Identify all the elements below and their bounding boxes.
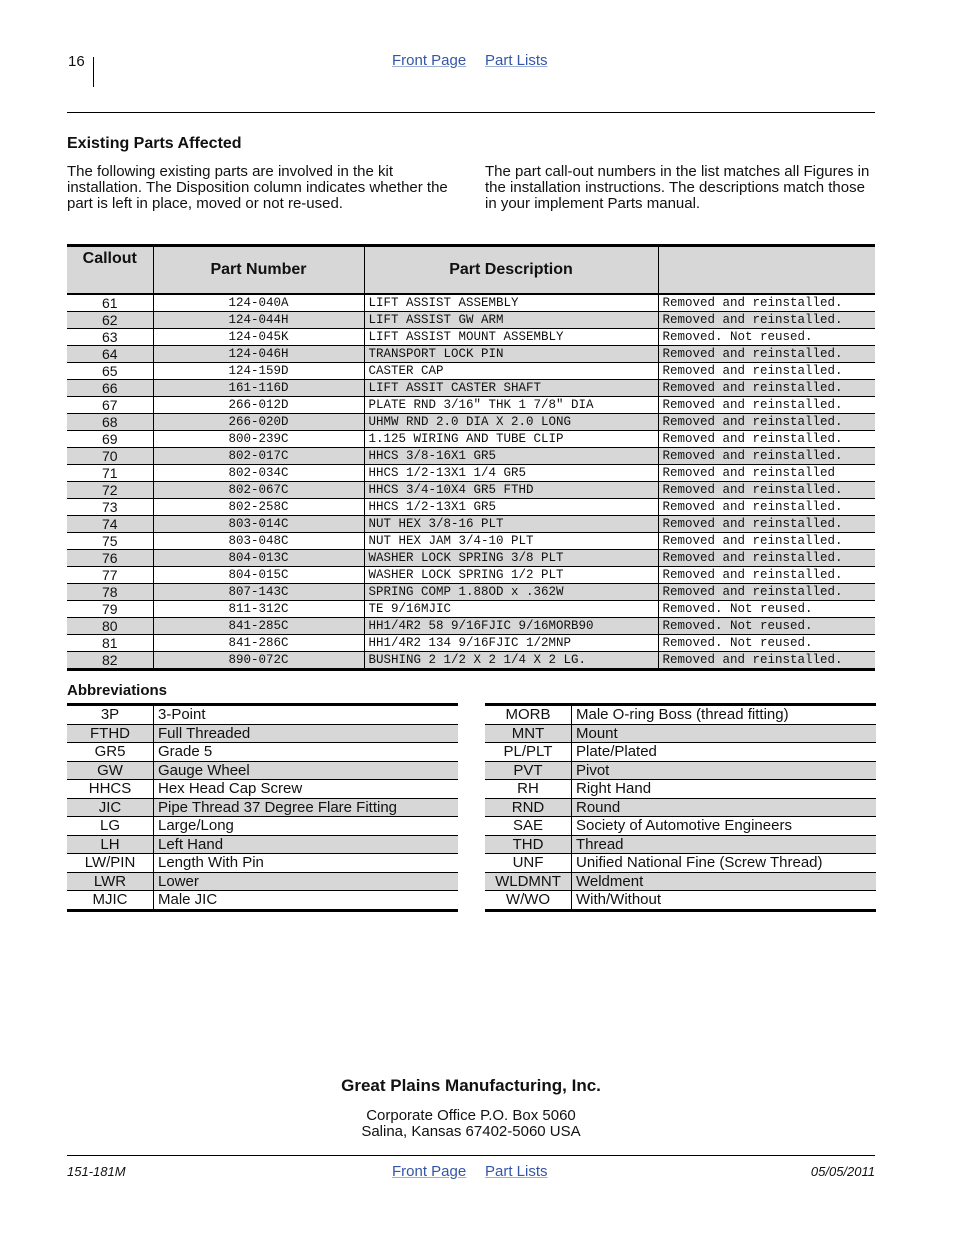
abbreviation-meaning: Grade 5 [154, 743, 459, 762]
table-row [67, 380, 875, 397]
callout-cell: 67 [67, 397, 153, 414]
address-line-2: Salina, Kansas 67402-5060 USA [361, 1123, 581, 1140]
abbreviation-code: 3P [67, 705, 154, 725]
callout-cell: 74 [67, 516, 153, 533]
callout-cell: 76 [67, 550, 153, 567]
callout-cell: 75 [67, 533, 153, 550]
disposition-cell: Removed. Not reused. [658, 618, 875, 635]
part-description-cell: TRANSPORT LOCK PIN [364, 346, 658, 363]
part-number-cell: 804-015C [153, 567, 364, 584]
part-number-cell: 802-067C [153, 482, 364, 499]
intro-left: The following existing parts are involved in the kit installation. The Disposition column indicates whether the part is left in place, moved or not re-used. [67, 163, 448, 212]
table-row [67, 601, 875, 618]
part-number-cell: 124-040A [153, 294, 364, 312]
callout-cell: 77 [67, 567, 153, 584]
abbreviation-row [67, 854, 458, 873]
callout-cell: 65 [67, 363, 153, 380]
abbreviation-row [67, 891, 458, 911]
part-number-cell: 890-072C [153, 652, 364, 670]
disposition-cell: Removed and reinstalled. [658, 499, 875, 516]
abbreviation-row [67, 872, 458, 891]
callout-cell: 81 [67, 635, 153, 652]
abbreviation-row [485, 705, 876, 725]
abbreviation-row [485, 817, 876, 836]
callout-cell: 64 [67, 346, 153, 363]
part-description-cell: HHCS 3/4-10X4 GR5 FTHD [364, 482, 658, 499]
abbreviation-code: W/WO [485, 891, 572, 911]
callout-cell: 69 [67, 431, 153, 448]
disposition-cell: Removed. Not reused. [658, 329, 875, 346]
abbreviation-meaning: Weldment [572, 872, 877, 891]
table-row [67, 516, 875, 533]
abbreviation-code: FTHD [67, 724, 154, 743]
intro-right: The part call-out numbers in the list matches all Figures in the installation instructions. The descriptions match those in your implement Parts manual. [485, 163, 870, 212]
footer-front-page-link[interactable]: Front Page [392, 1163, 467, 1180]
abbreviations-table-right [485, 703, 876, 912]
disposition-cell: Removed. Not reused. [658, 635, 875, 652]
abbreviation-meaning: 3-Point [154, 705, 459, 725]
abbreviation-row [67, 798, 458, 817]
part-description-cell: HHCS 1/2-13X1 1/4 GR5 [364, 465, 658, 482]
part-description-cell: BUSHING 2 1/2 X 2 1/4 X 2 LG. [364, 652, 658, 670]
abbreviations-title: Abbreviations [67, 682, 168, 699]
abbreviation-code: LG [67, 817, 154, 836]
part-description-cell: LIFT ASSIT CASTER SHAFT [364, 380, 658, 397]
abbreviation-code: SAE [485, 817, 572, 836]
table-row [67, 329, 875, 346]
disposition-cell: Removed and reinstalled. [658, 414, 875, 431]
abbreviation-row [67, 743, 458, 762]
part-description-cell: LIFT ASSIST GW ARM [364, 312, 658, 329]
abbreviation-code: HHCS [67, 780, 154, 799]
part-number-cell: 841-286C [153, 635, 364, 652]
abbreviation-row [67, 724, 458, 743]
disposition-cell: Removed and reinstalled. [658, 363, 875, 380]
col-disposition [658, 246, 875, 295]
disposition-cell: Removed. Not reused. [658, 601, 875, 618]
abbreviation-meaning: Full Threaded [154, 724, 459, 743]
abbreviation-row [67, 705, 458, 725]
abbreviation-meaning: Unified National Fine (Screw Thread) [572, 854, 877, 873]
part-number-cell: 124-046H [153, 346, 364, 363]
abbreviation-row [485, 780, 876, 799]
callout-cell: 71 [67, 465, 153, 482]
part-number-cell: 161-116D [153, 380, 364, 397]
header-divider [93, 57, 94, 87]
document-date: 05/05/2011 [810, 1164, 875, 1179]
abbreviation-meaning: Large/Long [154, 817, 459, 836]
disposition-cell: Removed and reinstalled. [658, 431, 875, 448]
table-row [67, 431, 875, 448]
abbreviation-meaning: Length With Pin [154, 854, 459, 873]
part-description-cell: NUT HEX 3/8-16 PLT [364, 516, 658, 533]
abbreviation-meaning: Mount [572, 724, 877, 743]
footer-part-lists-link[interactable]: Part Lists [485, 1163, 548, 1180]
abbreviation-code: PL/PLT [485, 743, 572, 762]
document-number: 151-181M [67, 1164, 126, 1179]
part-number-cell: 841-285C [153, 618, 364, 635]
abbreviation-row [485, 891, 876, 911]
table-row [67, 584, 875, 601]
abbreviation-meaning: Society of Automotive Engineers [572, 817, 877, 836]
part-description-cell: HH1/4R2 134 9/16FJIC 1/2MNP [364, 635, 658, 652]
page-number: 16 [68, 53, 85, 70]
table-row [67, 312, 875, 329]
abbreviation-meaning: Hex Head Cap Screw [154, 780, 459, 799]
part-number-cell: 803-048C [153, 533, 364, 550]
parts-table-header [67, 246, 875, 295]
abbreviations-table-left [67, 703, 458, 912]
disposition-cell: Removed and reinstalled. [658, 567, 875, 584]
callout-cell: 73 [67, 499, 153, 516]
disposition-cell: Removed and reinstalled. [658, 482, 875, 499]
col-callout: Callout [67, 246, 153, 295]
part-description-cell: SPRING COMP 1.88OD x .362W [364, 584, 658, 601]
callout-cell: 72 [67, 482, 153, 499]
abbreviation-meaning: Gauge Wheel [154, 761, 459, 780]
table-row [67, 652, 875, 670]
part-description-cell: PLATE RND 3/16" THK 1 7/8" DIA [364, 397, 658, 414]
part-number-cell: 807-143C [153, 584, 364, 601]
callout-cell: 61 [67, 294, 153, 312]
parts-table [67, 244, 875, 671]
part-description-cell: HHCS 3/8-16X1 GR5 [364, 448, 658, 465]
abbreviation-meaning: Pivot [572, 761, 877, 780]
disposition-cell: Removed and reinstalled. [658, 652, 875, 670]
abbreviation-meaning: Right Hand [572, 780, 877, 799]
part-number-cell: 124-044H [153, 312, 364, 329]
part-number-cell: 802-258C [153, 499, 364, 516]
disposition-cell: Removed and reinstalled. [658, 294, 875, 312]
abbreviation-meaning: Thread [572, 835, 877, 854]
disposition-cell: Removed and reinstalled. [658, 516, 875, 533]
disposition-cell: Removed and reinstalled. [658, 550, 875, 567]
part-description-cell: CASTER CAP [364, 363, 658, 380]
table-row [67, 618, 875, 635]
abbreviation-row [485, 724, 876, 743]
table-row [67, 363, 875, 380]
disposition-cell: Removed and reinstalled. [658, 312, 875, 329]
section-title: Existing Parts Affected [67, 135, 242, 152]
part-number-cell: 802-034C [153, 465, 364, 482]
table-row [67, 414, 875, 431]
part-number-cell: 124-045K [153, 329, 364, 346]
disposition-cell: Removed and reinstalled. [658, 397, 875, 414]
table-row [67, 465, 875, 482]
abbreviation-row [485, 743, 876, 762]
header-rule [67, 112, 875, 113]
callout-cell: 80 [67, 618, 153, 635]
abbreviation-code: UNF [485, 854, 572, 873]
table-row [67, 567, 875, 584]
table-row [67, 448, 875, 465]
callout-cell: 70 [67, 448, 153, 465]
callout-cell: 79 [67, 601, 153, 618]
abbreviation-code: GR5 [67, 743, 154, 762]
part-description-cell: WASHER LOCK SPRING 1/2 PLT [364, 567, 658, 584]
disposition-cell: Removed and reinstalled [658, 465, 875, 482]
abbreviation-code: LWR [67, 872, 154, 891]
footer-rule [67, 1155, 875, 1156]
abbreviation-meaning: Male JIC [154, 891, 459, 911]
abbreviation-code: PVT [485, 761, 572, 780]
callout-cell: 63 [67, 329, 153, 346]
part-number-cell: 811-312C [153, 601, 364, 618]
col-part-description: Part Description [364, 246, 658, 295]
callout-cell: 82 [67, 652, 153, 670]
abbreviation-code: GW [67, 761, 154, 780]
abbreviation-code: JIC [67, 798, 154, 817]
disposition-cell: Removed and reinstalled. [658, 346, 875, 363]
abbreviation-row [485, 835, 876, 854]
abbreviation-code: RH [485, 780, 572, 799]
address-line-1: Corporate Office P.O. Box 5060 [366, 1107, 576, 1124]
part-number-cell: 803-014C [153, 516, 364, 533]
disposition-cell: Removed and reinstalled. [658, 584, 875, 601]
abbreviation-code: MORB [485, 705, 572, 725]
abbreviation-meaning: With/Without [572, 891, 877, 911]
table-row [67, 482, 875, 499]
abbreviation-row [485, 872, 876, 891]
part-description-cell: LIFT ASSIST MOUNT ASSEMBLY [364, 329, 658, 346]
part-number-cell: 804-013C [153, 550, 364, 567]
table-row [67, 550, 875, 567]
abbreviation-row [67, 780, 458, 799]
part-number-cell: 266-012D [153, 397, 364, 414]
abbreviation-meaning: Plate/Plated [572, 743, 877, 762]
disposition-cell: Removed and reinstalled. [658, 448, 875, 465]
disposition-cell: Removed and reinstalled. [658, 533, 875, 550]
abbreviation-meaning: Round [572, 798, 877, 817]
abbreviation-code: MJIC [67, 891, 154, 911]
part-description-cell: NUT HEX JAM 3/4-10 PLT [364, 533, 658, 550]
table-row [67, 346, 875, 363]
part-description-cell: HH1/4R2 58 9/16FJIC 9/16MORB90 [364, 618, 658, 635]
part-number-cell: 124-159D [153, 363, 364, 380]
callout-cell: 68 [67, 414, 153, 431]
abbreviation-code: LH [67, 835, 154, 854]
table-row [67, 499, 875, 516]
company-name: Great Plains Manufacturing, Inc. [341, 1076, 601, 1095]
abbreviation-code: THD [485, 835, 572, 854]
abbreviation-code: WLDMNT [485, 872, 572, 891]
abbreviation-row [67, 835, 458, 854]
part-lists-link[interactable]: Part Lists [485, 52, 548, 69]
table-row [67, 397, 875, 414]
part-number-cell: 266-020D [153, 414, 364, 431]
abbreviation-meaning: Male O-ring Boss (thread fitting) [572, 705, 877, 725]
abbreviation-row [485, 798, 876, 817]
part-description-cell: UHMW RND 2.0 DIA X 2.0 LONG [364, 414, 658, 431]
part-description-cell: TE 9/16MJIC [364, 601, 658, 618]
part-description-cell: 1.125 WIRING AND TUBE CLIP [364, 431, 658, 448]
disposition-cell: Removed and reinstalled. [658, 380, 875, 397]
abbreviation-meaning: Left Hand [154, 835, 459, 854]
part-number-cell: 802-017C [153, 448, 364, 465]
front-page-link[interactable]: Front Page [392, 52, 467, 69]
col-part-number: Part Number [153, 246, 364, 295]
abbreviation-row [485, 761, 876, 780]
abbreviation-row [67, 761, 458, 780]
abbreviation-code: MNT [485, 724, 572, 743]
table-row [67, 533, 875, 550]
abbreviation-row [485, 854, 876, 873]
abbreviation-code: RND [485, 798, 572, 817]
callout-cell: 78 [67, 584, 153, 601]
abbreviation-row [67, 817, 458, 836]
abbreviation-meaning: Lower [154, 872, 459, 891]
table-row [67, 635, 875, 652]
abbreviation-meaning: Pipe Thread 37 Degree Flare Fitting [154, 798, 459, 817]
abbreviation-code: LW/PIN [67, 854, 154, 873]
part-description-cell: LIFT ASSIST ASSEMBLY [364, 294, 658, 312]
callout-cell: 62 [67, 312, 153, 329]
table-row [67, 294, 875, 312]
part-number-cell: 800-239C [153, 431, 364, 448]
part-description-cell: WASHER LOCK SPRING 3/8 PLT [364, 550, 658, 567]
part-description-cell: HHCS 1/2-13X1 GR5 [364, 499, 658, 516]
callout-cell: 66 [67, 380, 153, 397]
